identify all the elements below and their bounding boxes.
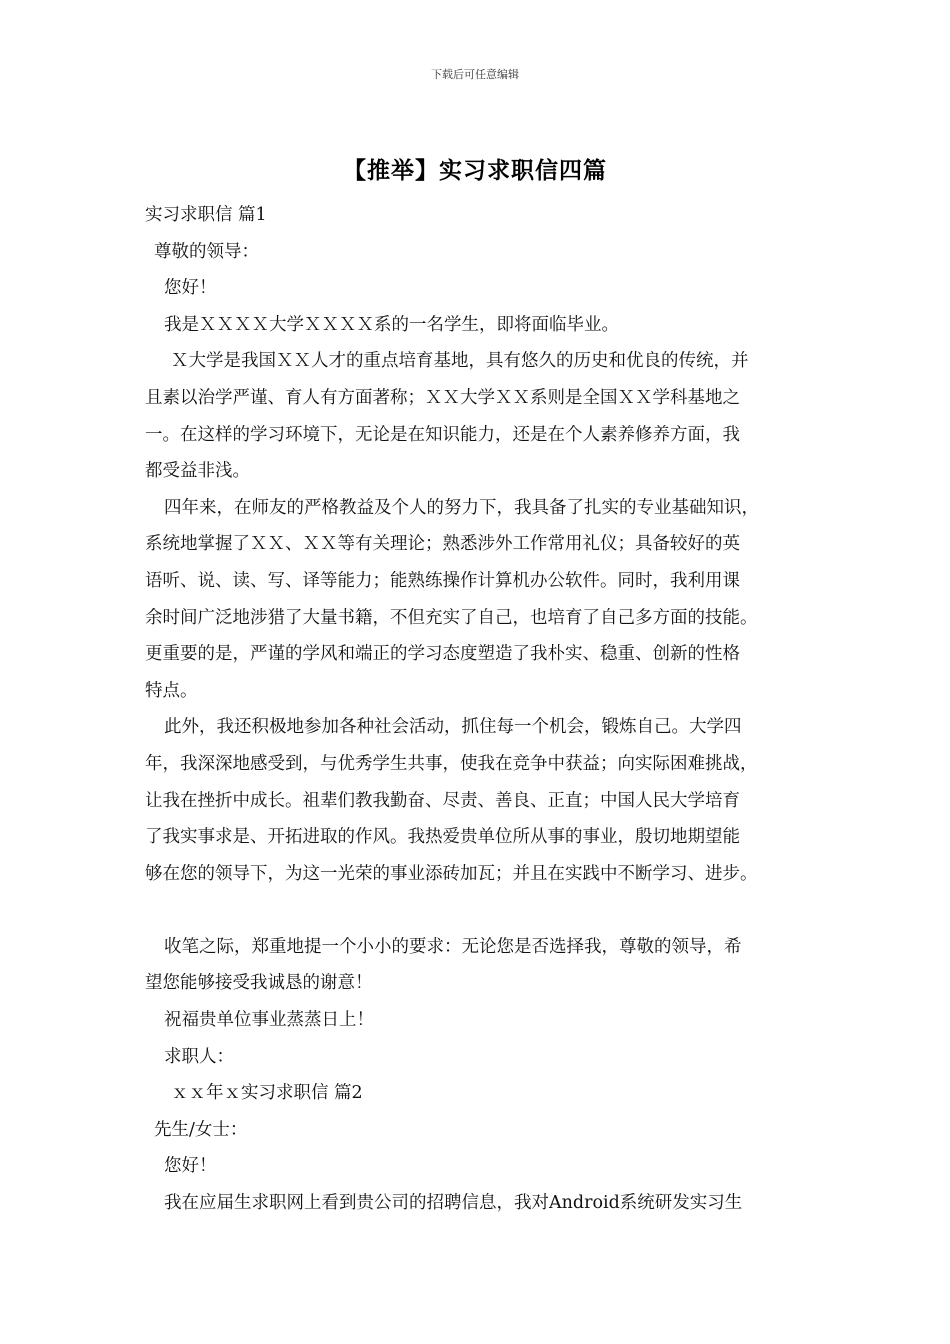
text-line: 此外，我还积极地参加各种社会活动，抓住每一个机会，锻炼自己。大学四 xyxy=(164,717,742,738)
page-header-note: 下载后可任意编辑 xyxy=(431,68,519,81)
text-line: 收笔之际，郑重地提一个小小的要求：无论您是否选择我，尊敬的领导，希 xyxy=(164,936,742,957)
text-line: 都受益非浅。 xyxy=(145,461,250,482)
text-line: 了我实事求是、开拓进取的作风。我热爱贵单位所从事的事业，殷切地期望能 xyxy=(145,827,740,848)
text-line: 先生/女士： xyxy=(154,1119,248,1140)
text-line: 且素以治学严谨、育人有方面著称；ＸＸ大学ＸＸ系则是全国ＸＸ学科基地之 xyxy=(145,387,740,408)
text-line: 系统地掌握了ＸＸ、ＸＸ等有关理论；熟悉涉外工作常用礼仪；具备较好的英 xyxy=(145,534,740,555)
text-line: 让我在挫折中成长。祖辈们教我勤奋、尽责、善良、正直；中国人民大学培育 xyxy=(145,790,740,811)
text-line: 您好！ xyxy=(164,1156,217,1177)
text-line: 语听、说、读、写、译等能力；能熟练操作计算机办公软件。同时，我利用课 xyxy=(145,570,740,591)
text-line: Ｘ大学是我国ＸＸ人才的重点培育基地，具有悠久的历史和优良的传统，并 xyxy=(171,351,749,372)
text-line: 余时间广泛地涉猎了大量书籍，不但充实了自己，也培育了自己多方面的技能。 xyxy=(145,607,758,628)
document-title: 【推举】实习求职信四篇 xyxy=(343,157,607,184)
text-line: 我在应届生求职网上看到贵公司的招聘信息，我对Android系统研发实习生 xyxy=(164,1193,743,1214)
text-line: 四年来，在师友的严格教益及个人的努力下，我具备了扎实的专业基础知识， xyxy=(164,497,759,518)
text-line: 一。在这样的学习环境下，无论是在知识能力，还是在个人素养修养方面，我 xyxy=(145,424,740,445)
text-line: 尊敬的领导： xyxy=(154,241,259,262)
text-line: 更重要的是，严谨的学风和端正的学习态度塑造了我朴实、稳重、创新的性格 xyxy=(145,644,740,665)
text-line: 够在您的领导下，为这一光荣的事业添砖加瓦；并且在实践中不断学习、进步。 xyxy=(145,863,758,884)
text-line: 我是ＸＸＸＸ大学ＸＸＸＸ系的一名学生，即将面临毕业。 xyxy=(164,314,619,335)
text-line: 您好！ xyxy=(164,278,217,299)
text-line: 望您能够接受我诚恳的谢意！ xyxy=(145,973,373,994)
text-line: 特点。 xyxy=(145,680,198,701)
text-line: ｘｘ年ｘ实习求职信 篇2 xyxy=(171,1083,363,1104)
text-line: 实习求职信 篇1 xyxy=(145,205,267,225)
text-line: 祝福贵单位事业蒸蒸日上！ xyxy=(164,1010,374,1031)
text-line: 年，我深深地感受到，与优秀学生共事，使我在竞争中获益；向实际困难挑战， xyxy=(145,753,758,774)
blank-line xyxy=(145,892,815,929)
text-line: 求职人： xyxy=(164,1046,234,1067)
document-body xyxy=(145,197,815,1222)
